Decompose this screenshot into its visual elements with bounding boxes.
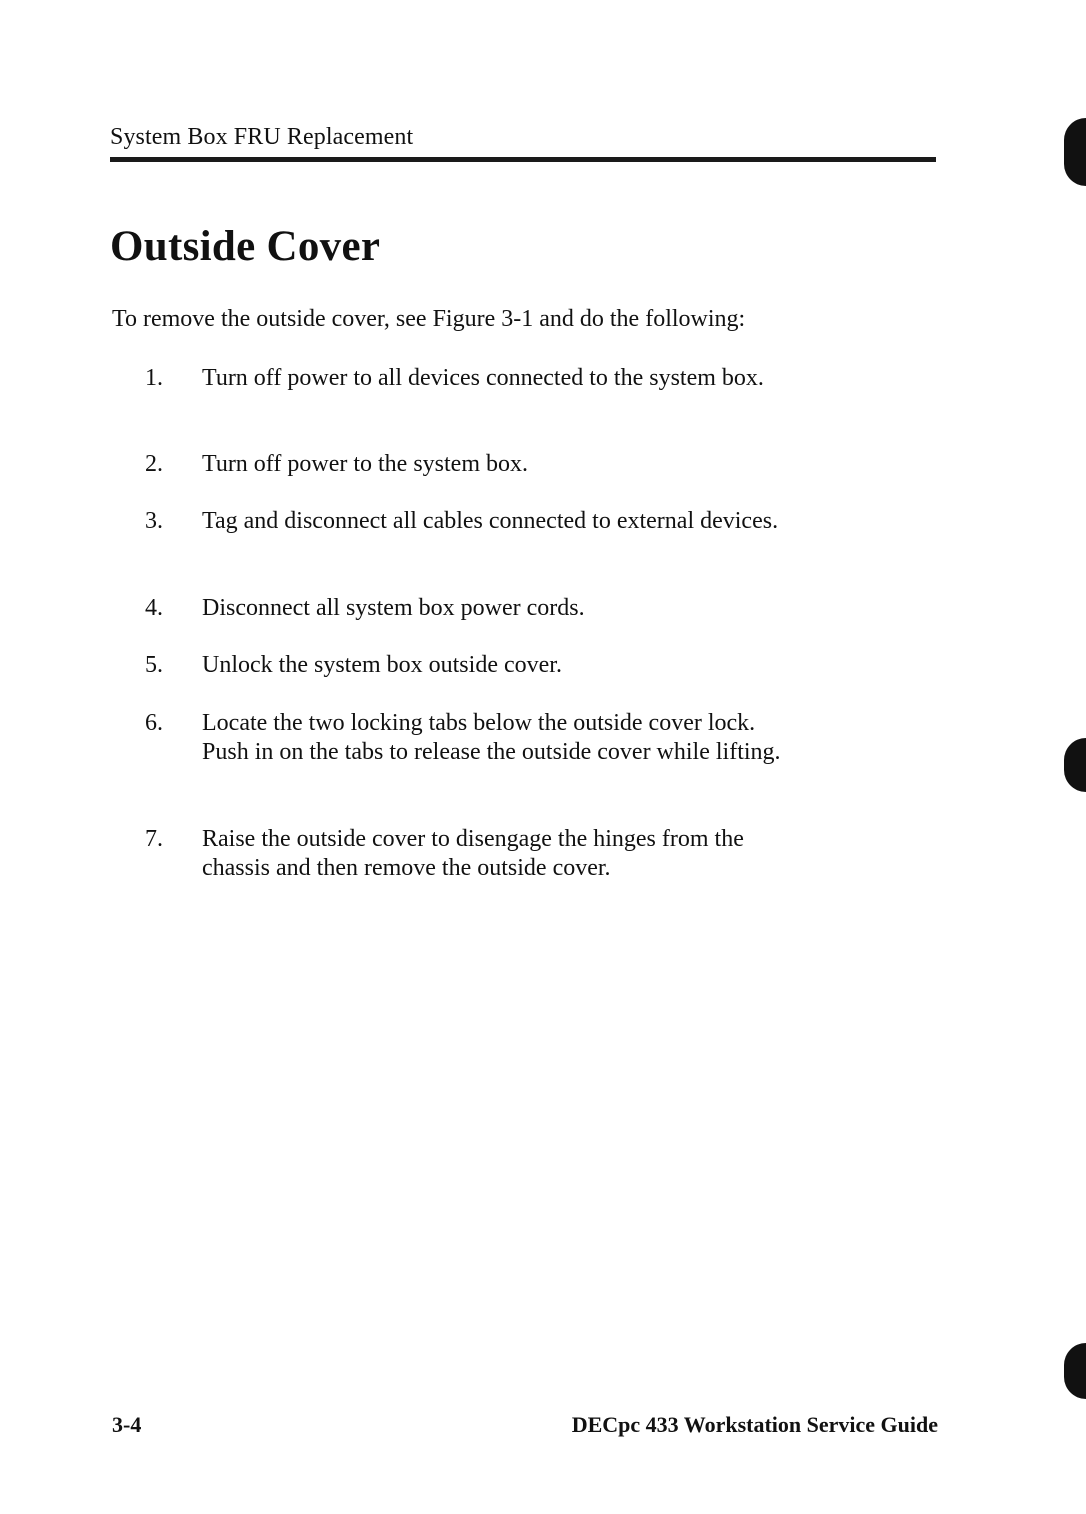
step-number: 4. xyxy=(145,595,163,621)
step-number: 5. xyxy=(145,652,163,678)
step-number: 1. xyxy=(145,365,163,391)
step-number: 7. xyxy=(145,826,163,852)
step-text: Unlock the system box outside cover. xyxy=(202,652,562,678)
thumb-tab-mark xyxy=(1064,1343,1086,1399)
step-text: Turn off power to all devices connected to the system box. xyxy=(202,365,764,391)
thumb-tab-mark xyxy=(1064,738,1086,792)
step-number: 3. xyxy=(145,508,163,534)
step-number: 6. xyxy=(145,710,163,736)
step-text: Turn off power to the system box. xyxy=(202,451,528,477)
book-title: DECpc 433 Workstation Service Guide xyxy=(571,1412,938,1437)
step-text: Disconnect all system box power cords. xyxy=(202,595,585,621)
thumb-tab-mark xyxy=(1064,118,1086,186)
page-number: 3-4 xyxy=(112,1412,142,1437)
page-title: Outside Cover xyxy=(110,223,381,270)
intro-paragraph: To remove the outside cover, see Figure 3-1 and do the following: xyxy=(112,306,746,332)
step-text: Raise the outside cover to disengage the hinges from the chassis and then remove the outside cover. xyxy=(202,826,744,881)
step-text: Tag and disconnect all cables connected to external devices. xyxy=(202,508,779,534)
running-header: System Box FRU Replacement xyxy=(110,124,414,150)
step-text: Locate the two locking tabs below the outside cover lock. Push in on the tabs to release the outside cover while lifting. xyxy=(202,710,781,765)
step-number: 2. xyxy=(145,451,163,477)
header-rule xyxy=(110,157,936,162)
